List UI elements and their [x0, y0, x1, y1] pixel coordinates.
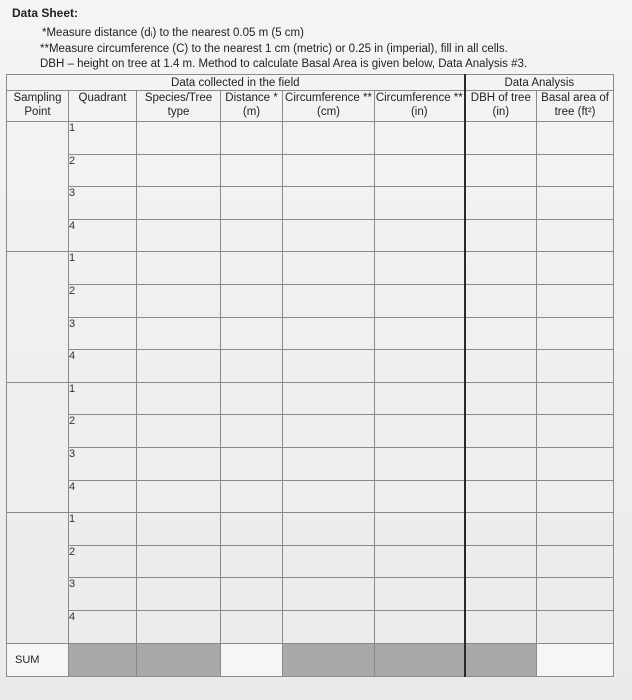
species-cell[interactable] — [137, 513, 221, 546]
table-row — [7, 513, 614, 546]
dbh-cell[interactable] — [465, 219, 537, 252]
dbh-note: DBH – height on tree at 1.4 m. Method to calculate Basal Area is given below, Data Analysis #3. — [40, 58, 528, 70]
distance-cell[interactable] — [221, 284, 283, 317]
col-circumference-cm: Circumference ** (cm) — [283, 91, 375, 122]
circumference-cm-cell[interactable] — [283, 252, 375, 285]
species-cell[interactable] — [137, 545, 221, 578]
table-row — [7, 578, 614, 611]
species-cell[interactable] — [137, 219, 221, 252]
circumference-cm-cell[interactable] — [283, 219, 375, 252]
table-row — [7, 154, 614, 187]
basal-area-cell[interactable] — [537, 480, 614, 513]
sampling-point-cell[interactable] — [7, 513, 69, 643]
circumference-in-cell[interactable] — [375, 610, 465, 643]
analysis-group-header: Data Analysis — [465, 75, 614, 91]
quadrant-cell: 2 — [69, 284, 137, 317]
circumference-in-cell[interactable] — [375, 415, 465, 448]
circumference-cm-cell[interactable] — [283, 154, 375, 187]
species-cell[interactable] — [137, 317, 221, 350]
circumference-in-cell[interactable] — [375, 317, 465, 350]
circumference-in-cell[interactable] — [375, 284, 465, 317]
table-row — [7, 284, 614, 317]
circumference-cm-cell[interactable] — [283, 447, 375, 480]
quadrant-cell: 2 — [69, 415, 137, 448]
circumference-cm-cell[interactable] — [283, 513, 375, 546]
quadrant-cell: 1 — [69, 122, 137, 155]
circumference-in-cell[interactable] — [375, 122, 465, 155]
basal-area-cell[interactable] — [537, 284, 614, 317]
table-row — [7, 122, 614, 155]
circumference-in-cell[interactable] — [375, 480, 465, 513]
dbh-cell[interactable] — [465, 513, 537, 546]
distance-note: *Measure distance (dᵢ) to the nearest 0.05 m (5 cm) — [42, 27, 304, 39]
circumference-in-cell[interactable] — [375, 350, 465, 383]
species-cell[interactable] — [137, 415, 221, 448]
circumference-cm-cell[interactable] — [283, 610, 375, 643]
circumference-in-cell[interactable] — [375, 219, 465, 252]
basal-area-cell[interactable] — [537, 187, 614, 220]
sampling-point-cell[interactable] — [7, 382, 69, 512]
species-cell[interactable] — [137, 382, 221, 415]
dbh-cell[interactable] — [465, 545, 537, 578]
circumference-cm-cell[interactable] — [283, 415, 375, 448]
dbh-cell[interactable] — [465, 382, 537, 415]
distance-cell[interactable] — [221, 415, 283, 448]
distance-cell[interactable] — [221, 578, 283, 611]
species-cell[interactable] — [137, 252, 221, 285]
col-quadrant: Quadrant — [69, 91, 137, 122]
quadrant-cell: 3 — [69, 187, 137, 220]
circumference-in-cell[interactable] — [375, 545, 465, 578]
basal-area-cell[interactable] — [537, 122, 614, 155]
basal-area-cell[interactable] — [537, 447, 614, 480]
dbh-cell[interactable] — [465, 578, 537, 611]
distance-cell[interactable] — [221, 187, 283, 220]
sum-cell-distance[interactable] — [221, 643, 283, 676]
table-row — [7, 252, 614, 285]
dbh-cell[interactable] — [465, 284, 537, 317]
dbh-cell[interactable] — [465, 154, 537, 187]
basal-area-cell[interactable] — [537, 545, 614, 578]
distance-cell[interactable] — [221, 154, 283, 187]
distance-cell[interactable] — [221, 350, 283, 383]
basal-area-cell[interactable] — [537, 350, 614, 383]
basal-area-cell[interactable] — [537, 610, 614, 643]
table-row — [7, 447, 614, 480]
quadrant-cell: 3 — [69, 317, 137, 350]
field-data-group-header: Data collected in the field — [7, 75, 465, 91]
species-cell[interactable] — [137, 154, 221, 187]
table-row — [7, 480, 614, 513]
dbh-cell[interactable] — [465, 447, 537, 480]
distance-cell[interactable] — [221, 447, 283, 480]
table-row — [7, 610, 614, 643]
species-cell[interactable] — [137, 447, 221, 480]
circumference-cm-cell[interactable] — [283, 187, 375, 220]
circumference-cm-cell[interactable] — [283, 382, 375, 415]
col-distance: Distance * (m) — [221, 91, 283, 122]
table-row — [7, 415, 614, 448]
data-table — [6, 74, 614, 677]
distance-cell[interactable] — [221, 219, 283, 252]
species-cell[interactable] — [137, 480, 221, 513]
quadrant-cell: 4 — [69, 610, 137, 643]
col-circumference-in: Circumference ** (in) — [375, 91, 465, 122]
distance-cell[interactable] — [221, 122, 283, 155]
dbh-cell[interactable] — [465, 252, 537, 285]
circumference-note: **Measure circumference (C) to the nearest 1 cm (metric) or 0.25 in (imperial), fill in all cells. — [40, 43, 508, 55]
quadrant-cell: 1 — [69, 382, 137, 415]
distance-cell[interactable] — [221, 545, 283, 578]
circumference-in-cell[interactable] — [375, 578, 465, 611]
dbh-cell[interactable] — [465, 415, 537, 448]
circumference-cm-cell[interactable] — [283, 350, 375, 383]
col-sampling-point: Sampling Point — [7, 91, 69, 122]
sum-cell-dbh — [465, 643, 537, 676]
circumference-in-cell[interactable] — [375, 252, 465, 285]
distance-cell[interactable] — [221, 317, 283, 350]
basal-area-cell[interactable] — [537, 415, 614, 448]
circumference-in-cell[interactable] — [375, 187, 465, 220]
table-row — [7, 382, 614, 415]
quadrant-cell: 2 — [69, 545, 137, 578]
basal-area-cell[interactable] — [537, 382, 614, 415]
dbh-cell[interactable] — [465, 317, 537, 350]
species-cell[interactable] — [137, 578, 221, 611]
basal-area-cell[interactable] — [537, 317, 614, 350]
species-cell[interactable] — [137, 610, 221, 643]
basal-area-cell[interactable] — [537, 252, 614, 285]
basal-area-cell[interactable] — [537, 219, 614, 252]
dbh-cell[interactable] — [465, 350, 537, 383]
distance-cell[interactable] — [221, 252, 283, 285]
species-cell[interactable] — [137, 350, 221, 383]
table-row — [7, 350, 614, 383]
table-row — [7, 317, 614, 350]
quadrant-cell: 4 — [69, 480, 137, 513]
dbh-cell[interactable] — [465, 610, 537, 643]
table-row — [7, 545, 614, 578]
circumference-cm-cell[interactable] — [283, 122, 375, 155]
basal-area-cell[interactable] — [537, 513, 614, 546]
circumference-in-cell[interactable] — [375, 513, 465, 546]
species-cell[interactable] — [137, 122, 221, 155]
sum-cell-circumference-cm — [283, 643, 375, 676]
quadrant-cell: 2 — [69, 154, 137, 187]
dbh-cell[interactable] — [465, 187, 537, 220]
col-dbh: DBH of tree (in) — [465, 91, 537, 122]
table-body — [7, 122, 614, 644]
table-row — [7, 219, 614, 252]
circumference-in-cell[interactable] — [375, 447, 465, 480]
quadrant-cell: 3 — [69, 578, 137, 611]
sheet-title: Data Sheet: — [12, 6, 79, 20]
distance-cell[interactable] — [221, 610, 283, 643]
circumference-cm-cell[interactable] — [283, 545, 375, 578]
quadrant-cell: 1 — [69, 252, 137, 285]
circumference-in-cell[interactable] — [375, 154, 465, 187]
circumference-cm-cell[interactable] — [283, 480, 375, 513]
sum-cell-quadrant — [69, 643, 137, 676]
distance-cell[interactable] — [221, 480, 283, 513]
table-row — [7, 187, 614, 220]
basal-area-cell[interactable] — [537, 154, 614, 187]
circumference-cm-cell[interactable] — [283, 578, 375, 611]
sum-label: SUM — [7, 643, 69, 676]
quadrant-cell: 4 — [69, 350, 137, 383]
col-basal-area: Basal area of tree (ft²) — [537, 91, 614, 122]
circumference-cm-cell[interactable] — [283, 317, 375, 350]
distance-cell[interactable] — [221, 513, 283, 546]
sampling-point-cell[interactable] — [7, 252, 69, 382]
basal-area-cell[interactable] — [537, 578, 614, 611]
distance-cell[interactable] — [221, 382, 283, 415]
sampling-point-cell[interactable] — [7, 122, 69, 252]
dbh-cell[interactable] — [465, 480, 537, 513]
sum-cell-circumference-in — [375, 643, 465, 676]
col-species: Species/Tree type — [137, 91, 221, 122]
dbh-cell[interactable] — [465, 122, 537, 155]
species-cell[interactable] — [137, 284, 221, 317]
quadrant-cell: 4 — [69, 219, 137, 252]
species-cell[interactable] — [137, 187, 221, 220]
circumference-cm-cell[interactable] — [283, 284, 375, 317]
quadrant-cell: 1 — [69, 513, 137, 546]
quadrant-cell: 3 — [69, 447, 137, 480]
sum-cell-basal-area[interactable] — [537, 643, 614, 676]
sum-cell-species — [137, 643, 221, 676]
circumference-in-cell[interactable] — [375, 382, 465, 415]
